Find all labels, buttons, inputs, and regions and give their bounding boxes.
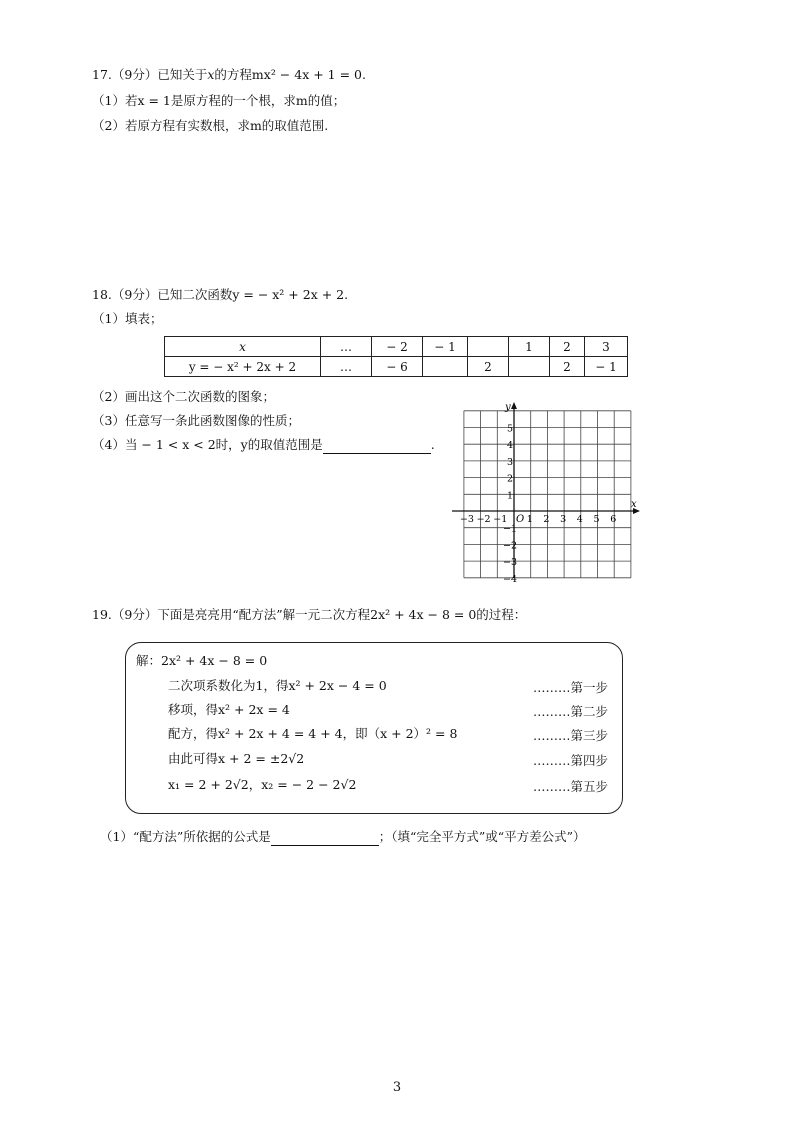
solution-step-4: 由此可得x + 2 = ±2√2 (168, 751, 305, 766)
y-tick-label: −4 (503, 573, 518, 585)
table-cell: 2 (550, 357, 585, 377)
tick-labels (460, 424, 616, 585)
q18-coordinate-grid (448, 398, 648, 588)
solution-step-5-mark: ………第五步 (532, 779, 608, 794)
q19-stem: 19.（9分）下面是亮亮用“配方法”解一元二次方程2x² + 4x − 8 = 0的过程： (92, 607, 527, 622)
answer-blank[interactable] (323, 440, 431, 454)
solution-step-4-mark: ………第四步 (532, 753, 608, 768)
q18-part4-prefix: （4）当 − 1 < x < 2时，y的取值范围是 (92, 437, 323, 452)
q19-part1-prefix: （1）“配方法”所依据的公式是 (100, 829, 271, 844)
y-tick-label: −3 (503, 557, 518, 569)
table-cell: − 2 (372, 337, 423, 357)
x-tick-label: 6 (610, 514, 617, 525)
x-tick-label: −2 (476, 514, 491, 525)
solution-step-3: 配方，得x² + 2x + 4 = 4 + 4，即（x + 2）² = 8 (168, 726, 458, 741)
y-tick-label: 4 (507, 440, 514, 452)
table-cell: 3 (585, 337, 628, 357)
q17-stem-var: x (207, 67, 215, 82)
y-tick-label: 2 (507, 473, 514, 485)
q18-part4-suffix: . (430, 437, 435, 452)
q17-part2: （2）若原方程有实数根，求m的取值范围. (92, 118, 329, 133)
table-row (165, 337, 628, 357)
table-cell: − 1 (585, 357, 628, 377)
table-cell: − 1 (423, 337, 468, 357)
origin-label: O (516, 514, 525, 525)
q18-value-table (164, 336, 628, 377)
y-axis-label: y (505, 402, 511, 413)
y-tick-label: −1 (503, 523, 518, 535)
q18-part3: （3）任意写一条此函数图像的性质； (92, 413, 300, 428)
table-row (165, 357, 628, 377)
table-row-label: x (165, 337, 321, 357)
x-tick-label: 2 (543, 514, 550, 525)
table-cell: … (321, 337, 372, 357)
solution-step-1-mark: ………第一步 (532, 680, 608, 695)
solution-head: 解：2x² + 4x − 8 = 0 (136, 653, 268, 668)
y-tick-label: 3 (507, 456, 514, 468)
x-tick-label: −1 (493, 514, 508, 525)
table-cell: … (321, 357, 372, 377)
solution-step-5: x₁ = 2 + 2√2，x₂ = − 2 − 2√2 (168, 777, 357, 792)
q19-part1 (100, 828, 586, 846)
table-cell: 2 (550, 337, 585, 357)
y-axis-arrow-icon (511, 402, 517, 409)
table-cell (509, 357, 550, 377)
q17-stem-mid: 的方程 (214, 67, 252, 82)
table-cell: 1 (509, 337, 550, 357)
y-tick-label: 5 (507, 423, 514, 435)
q18-part1: （1）填表； (92, 311, 163, 326)
solution-step-1: 二次项系数化为1，得x² + 2x − 4 = 0 (168, 678, 387, 693)
solution-step-3-mark: ………第三步 (532, 728, 608, 743)
q19-solution-box (125, 642, 623, 814)
q17-stem-prefix: 17.（9分）已知关于 (92, 67, 208, 82)
table-cell (423, 357, 468, 377)
x-tick-label: 1 (526, 514, 533, 525)
q18-stem: 18.（9分）已知二次函数y = − x² + 2x + 2. (92, 287, 349, 302)
table-cell (468, 337, 509, 357)
page-number: 3 (392, 1080, 402, 1095)
q18-part4 (92, 436, 435, 454)
q19-part1-suffix: ；（填“完全平方式”或“平方差公式”） (378, 829, 586, 844)
x-axis-label: x (631, 499, 637, 510)
solution-step-2: 移项，得x² + 2x = 4 (168, 702, 290, 717)
y-tick-label: 1 (507, 490, 514, 502)
q17-stem (92, 66, 366, 84)
x-tick-label: −3 (459, 514, 474, 525)
grid-lines (464, 411, 631, 578)
q17-equation: mx² − 4x + 1 = 0. (251, 67, 366, 82)
q17-part1: （1）若x = 1是原方程的一个根，求m的值； (92, 93, 346, 108)
y-tick-label: −2 (503, 540, 518, 552)
table-cell: − 6 (372, 357, 423, 377)
q18-part2: （2）画出这个二次函数的图象； (92, 389, 275, 404)
answer-blank[interactable] (271, 832, 379, 846)
x-tick-label: 3 (560, 514, 567, 525)
table-row-label: y = − x² + 2x + 2 (165, 357, 321, 377)
solution-step-2-mark: ………第二步 (532, 704, 608, 719)
table-cell: 2 (468, 357, 509, 377)
x-tick-label: 5 (593, 514, 600, 525)
x-tick-label: 4 (576, 514, 583, 525)
